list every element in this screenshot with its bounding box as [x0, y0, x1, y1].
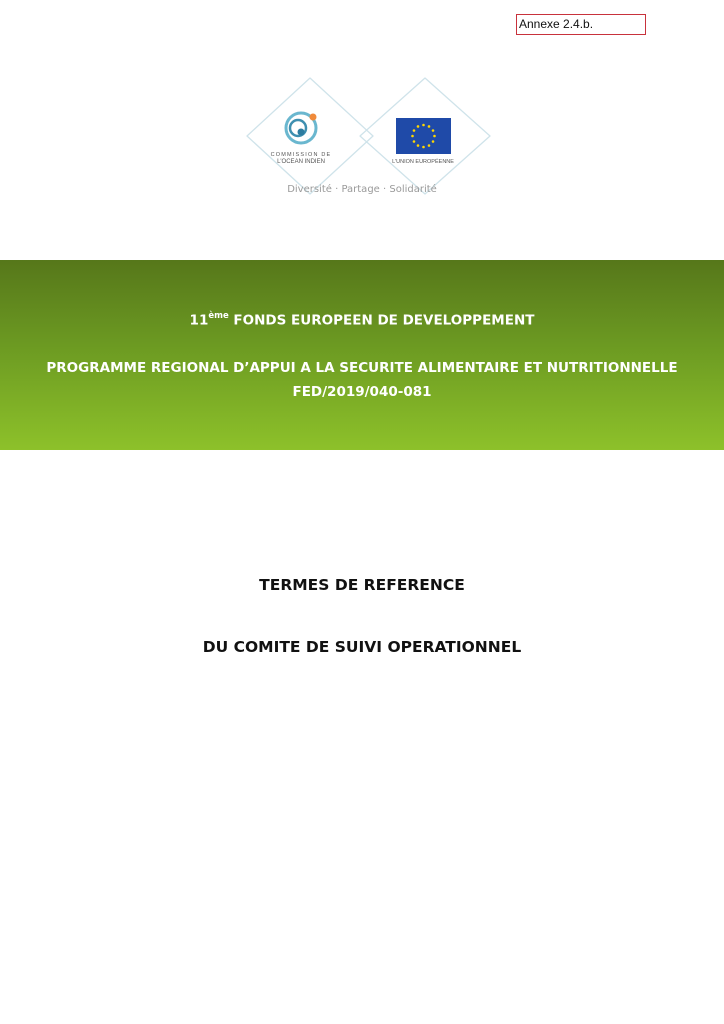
document-title-line2: DU COMITE DE SUIVI OPERATIONNEL: [202, 638, 522, 656]
programme-reference: FED/2019/040-081: [292, 384, 432, 400]
eu-star-icon: [417, 125, 420, 128]
coi-text-1: COMMISSION DE: [270, 152, 332, 158]
eu-star-icon: [433, 135, 436, 138]
coi-logo-icon: [286, 113, 317, 143]
annex-label: Annexe 2.4.b.: [516, 14, 646, 35]
eu-star-icon: [417, 144, 420, 147]
fund-title-text: FONDS EUROPEEN DE DEVELOPPEMENT: [228, 312, 535, 329]
eu-text: L'UNION EUROPÉENNE: [392, 159, 454, 165]
document-title-line1: TERMES DE REFERENCE: [259, 576, 465, 594]
partner-logos: [225, 70, 500, 210]
tagline: Diversité · Partage · Solidarité: [287, 184, 437, 195]
eu-star-icon: [413, 129, 416, 132]
eu-star-icon: [428, 125, 431, 128]
eu-star-icon: [432, 140, 435, 143]
fund-ordinal: 11: [189, 312, 209, 329]
logos-graphic: [225, 70, 500, 210]
eu-star-icon: [432, 129, 435, 132]
coi-text-2: L'OCEAN INDIEN: [277, 159, 325, 165]
eu-star-icon: [428, 144, 431, 147]
eu-star-icon: [422, 124, 425, 127]
header-band: [0, 260, 724, 450]
fund-title: [0, 312, 724, 329]
programme-title: PROGRAMME REGIONAL D’APPUI A LA SECURITE ALIMENTAIRE ET NUTRITIONNELLE: [46, 360, 678, 376]
eu-star-icon: [413, 140, 416, 143]
fund-ordinal-suffix: ème: [208, 311, 229, 321]
eu-star-icon: [422, 146, 425, 149]
diamond-outline-left: [247, 78, 373, 194]
eu-flag-icon: [396, 118, 451, 154]
eu-star-icon: [411, 135, 414, 138]
